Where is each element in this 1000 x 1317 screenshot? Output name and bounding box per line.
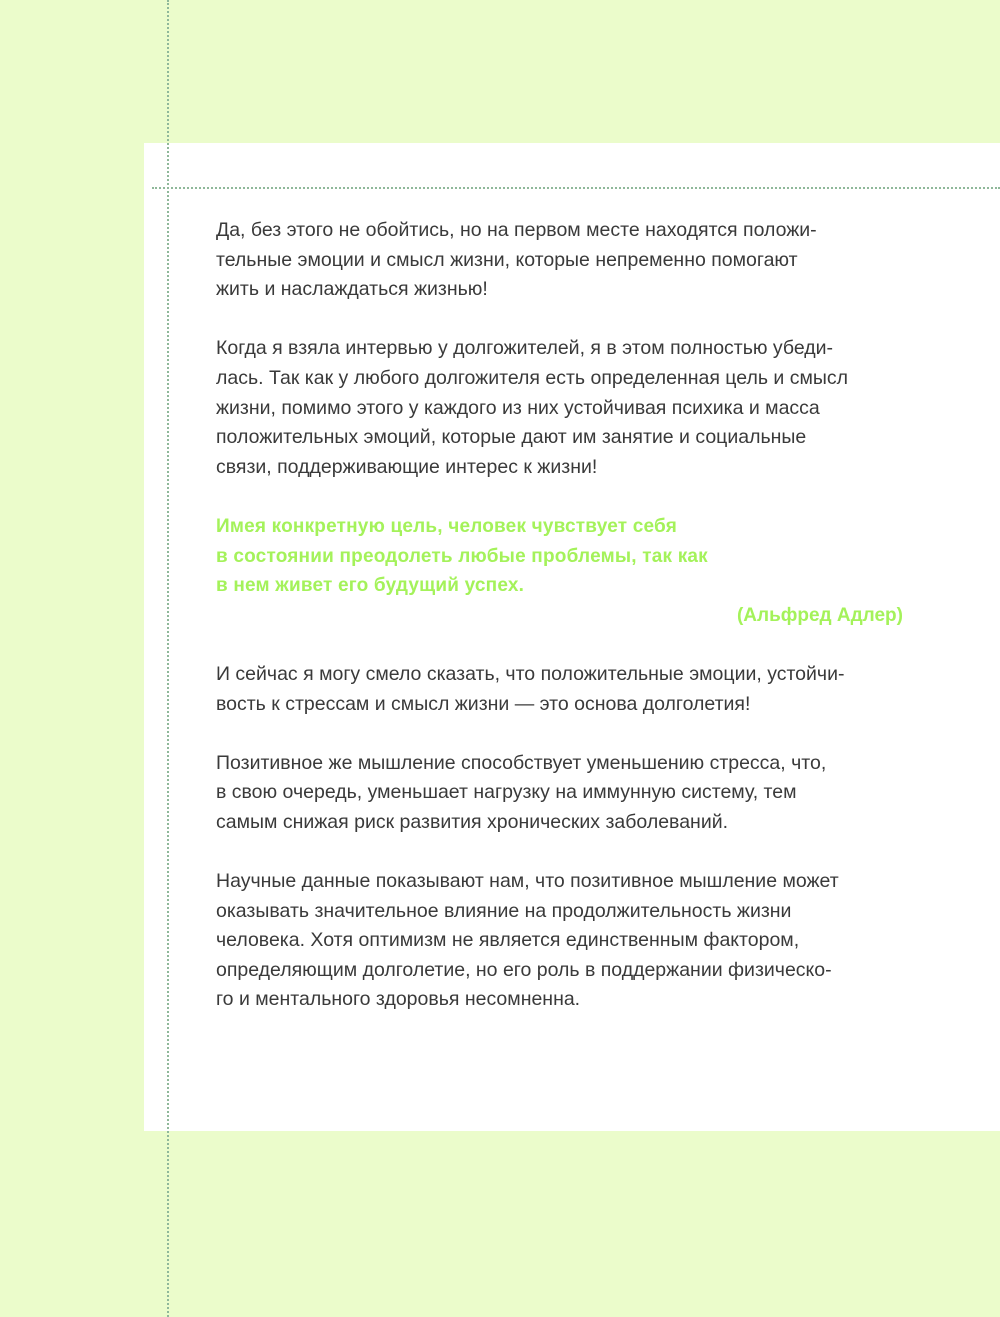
paragraph-1 [216, 216, 916, 305]
paragraph-line: определяющим долголетие, но его роль в поддержании физическо- [216, 958, 832, 981]
paragraph-line: связи, поддерживающие интерес к жизни! [216, 455, 598, 478]
paragraph-5 [216, 867, 916, 1015]
article-text [216, 216, 916, 1015]
paragraph-line: положительных эмоций, которые дают им занятие и социальные [216, 426, 807, 449]
paragraph-line: жизни, помимо этого у каждого из них устойчивая психика и масса [216, 396, 820, 419]
paragraph-line: человека. Хотя оптимизм не является единственным фактором, [216, 929, 800, 952]
quote-line: Имея конкретную цель, человек чувствует себя [216, 515, 677, 537]
paragraph-3 [216, 660, 916, 719]
paragraph-2 [216, 334, 916, 482]
paragraph-line: самым снижая риск развития хронических заболеваний. [216, 810, 729, 833]
quote-line: в нем живет его будущий успех. [216, 575, 525, 597]
paragraph-line: Когда я взяла интервью у долгожителей, я в этом полностью убеди- [216, 337, 834, 360]
paragraph-line: Позитивное же мышление способствует уменьшению стресса, что, [216, 751, 827, 774]
paragraph-4 [216, 749, 916, 838]
quote-text [216, 512, 736, 601]
paragraph-line: в свою очередь, уменьшает нагрузку на иммунную систему, тем [216, 781, 797, 804]
paragraph-line: жить и наслаждаться жизнью! [216, 278, 488, 301]
paragraph-line: И сейчас я могу смело сказать, что положительные эмоции, устойчи- [216, 662, 845, 685]
horizontal-guide-line [152, 187, 1000, 189]
paragraph-line: го и ментального здоровья несомненна. [216, 988, 581, 1011]
paragraph-line: Научные данные показывают нам, что позитивное мышление может [216, 870, 839, 893]
paragraph-line: вость к стрессам и смысл жизни — это основа долголетия! [216, 692, 751, 715]
quote-author: (Альфред Адлер) [736, 604, 903, 626]
quote-block [216, 512, 916, 630]
paragraph-line: лась. Так как у любого долгожителя есть определенная цель и смысл [216, 366, 849, 389]
quote-line: в состоянии преодолеть любые проблемы, так как [216, 545, 708, 567]
paragraph-line: Да, без этого не обойтись, но на первом месте находятся положи- [216, 219, 817, 241]
paragraph-line: тельные эмоции и смысл жизни, которые непременно помогают [216, 248, 798, 271]
paragraph-line: оказывать значительное влияние на продолжительность жизни [216, 899, 792, 922]
vertical-guide-line [167, 0, 169, 1317]
